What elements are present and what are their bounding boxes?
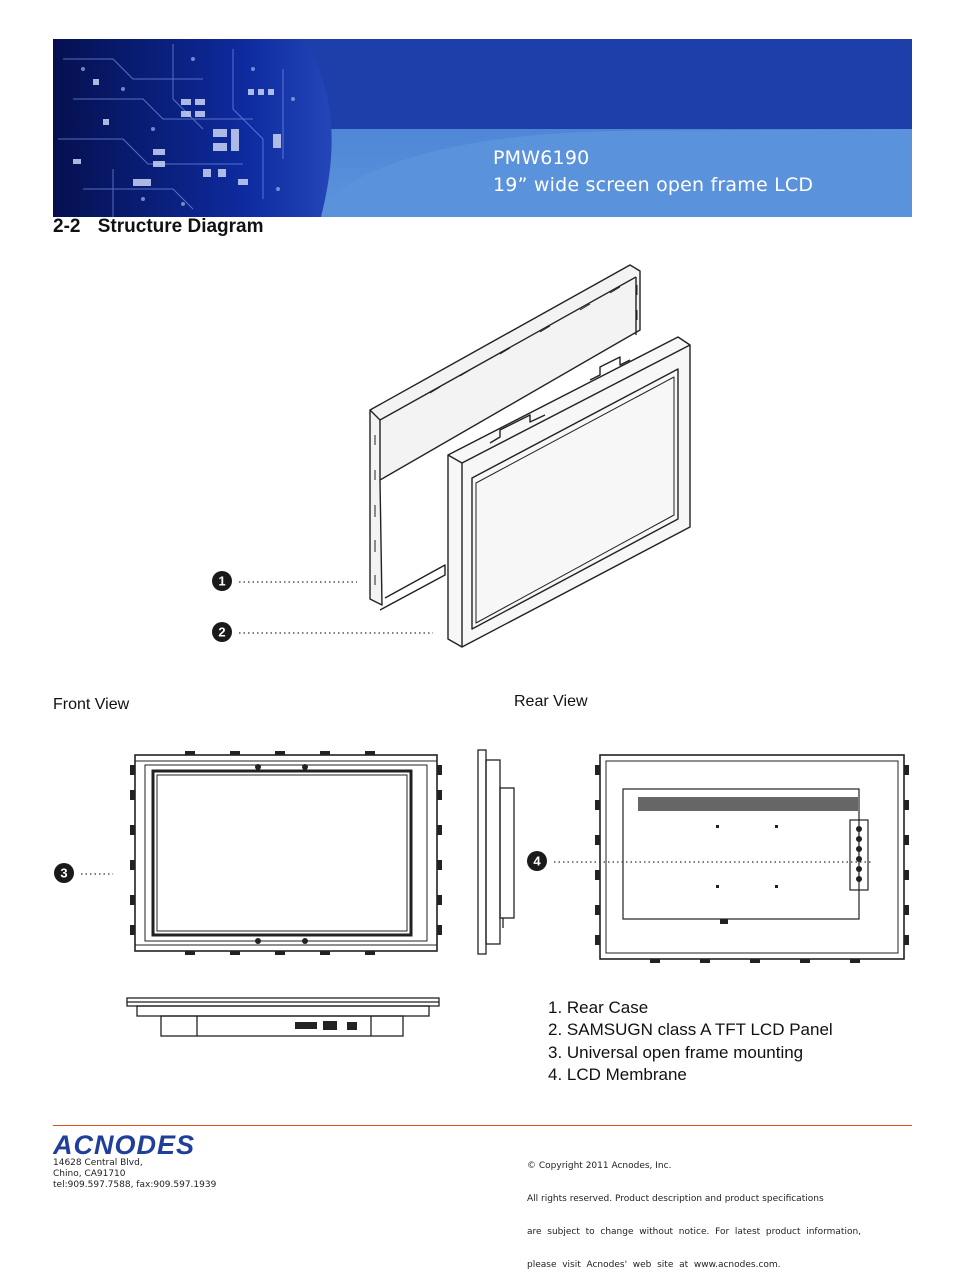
product-description: 19” wide screen open frame LCD	[493, 174, 814, 196]
part-list-item: 4. LCD Membrane	[548, 1065, 687, 1085]
part-list-item: 1. Rear Case	[548, 998, 649, 1017]
callout-1-number: 1	[218, 573, 226, 589]
copyright-line: © Copyright 2011 Acnodes, Inc.	[527, 1161, 672, 1171]
copyright-line: All rights reserved. Product description and product specifications	[527, 1194, 824, 1204]
address-line: tel:909.597.7588, fax:909.597.1939	[53, 1180, 217, 1190]
part-list	[548, 997, 833, 1087]
section-title-text: Structure Diagram	[97, 216, 264, 237]
section-title	[53, 216, 264, 238]
part-list-item: 3. Universal open frame mounting	[548, 1042, 804, 1062]
front-view-drawing	[125, 745, 445, 965]
acnodes-logo-text: ACNODES	[53, 1131, 196, 1157]
callout-2	[211, 621, 436, 645]
callout-4-number: 4	[533, 853, 541, 869]
address-line: 14628 Central Blvd,	[53, 1158, 143, 1168]
exploded-structure-diagram	[200, 255, 700, 655]
footer-divider	[53, 1125, 912, 1126]
product-model: PMW6190	[493, 147, 590, 169]
acnodes-logo	[53, 1131, 213, 1157]
callout-1	[211, 570, 361, 594]
copyright-line: are subject to change without notice. For latest product information,	[527, 1227, 862, 1237]
company-address	[53, 1158, 216, 1191]
copyright-notice	[527, 1139, 861, 1282]
section-number: 2-2	[53, 216, 81, 237]
callout-3-number: 3	[60, 865, 68, 881]
rear-view-label: Rear View	[514, 693, 588, 710]
header-banner	[53, 39, 912, 217]
address-line: Chino, CA91710	[53, 1169, 126, 1179]
part-list-item: 2. SAMSUGN class A TFT LCD Panel	[548, 1020, 833, 1040]
callout-4	[526, 850, 876, 874]
bottom-view-drawing	[125, 994, 445, 1042]
callout-2-number: 2	[218, 624, 226, 640]
front-view-label: Front View	[53, 696, 130, 713]
callout-3	[53, 862, 123, 886]
copyright-line: please visit Acnodes' web site at www.acnodes.com.	[527, 1260, 781, 1270]
side-view-drawing	[473, 748, 523, 958]
